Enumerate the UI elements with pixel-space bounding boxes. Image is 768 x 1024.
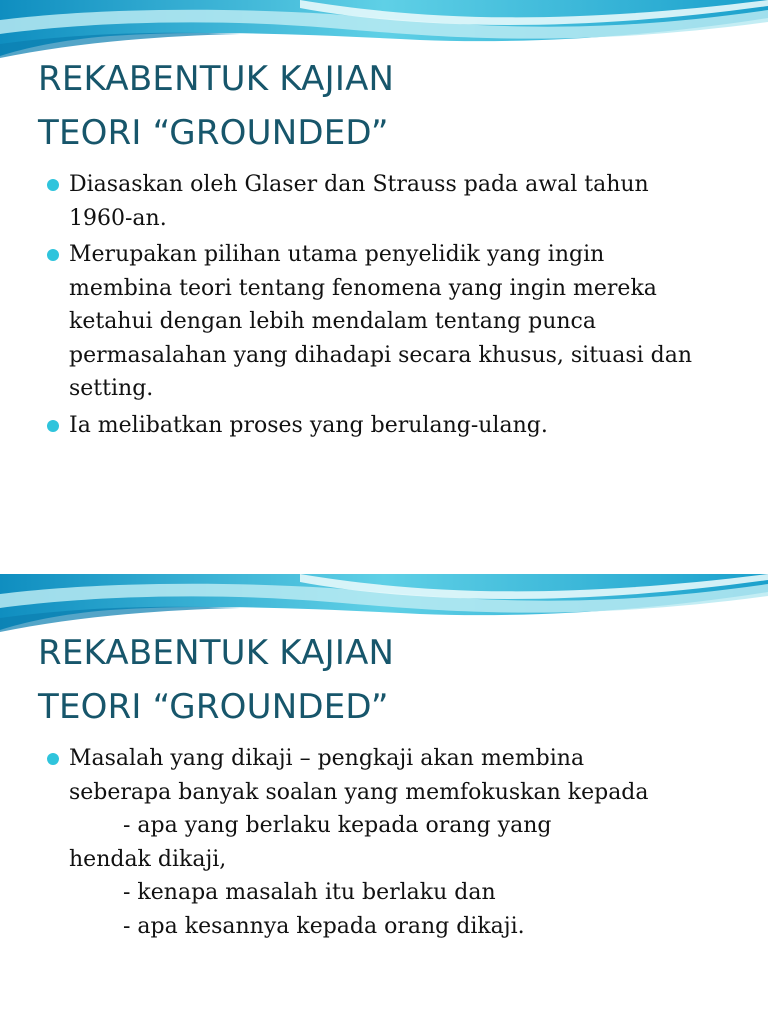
list-item-text: Diasaskan oleh Glaser dan Strauss pada awal tahun 1960-an. (69, 172, 649, 231)
bullet-list (0, 742, 709, 946)
bullet-icon (47, 249, 59, 261)
list-item-subpoint: - kenapa masalah itu berlaku dan (123, 880, 496, 905)
bullet-icon (47, 420, 59, 432)
bullet-icon (47, 753, 59, 765)
list-item-text: Merupakan pilihan utama penyelidik yang ingin membina teori tentang fenomena yang ingin mereka ketahui dengan lebih mendalam tentang punca permasalahan yang dihadapi secara khusus, situasi dan setting. (69, 242, 693, 401)
list-item (0, 409, 709, 443)
list-item-text: hendak dikaji, (69, 846, 227, 872)
slide-title-line-2: TEORI “GROUNDED” (38, 113, 389, 153)
list-item (0, 168, 709, 235)
list-item-subpoint: - apa kesannya kepada orang dikaji. (123, 913, 525, 939)
slide-title (38, 52, 394, 160)
slide-title-line-1: REKABENTUK KAJIAN (38, 59, 395, 99)
bullet-list (0, 168, 709, 445)
list-item-text: Masalah yang dikaji – pengkaji akan membina (69, 746, 585, 771)
list-item-text: seberapa banyak soalan yang memfokuskan kepada (69, 779, 649, 805)
slide-2 (0, 512, 768, 1024)
bullet-icon (47, 179, 59, 191)
slide-title-line-2: TEORI “GROUNDED” (38, 687, 389, 727)
list-item-subpoint: - apa yang berlaku kepada orang yang (123, 813, 552, 838)
slide-title (38, 626, 394, 734)
list-item-text: Ia melibatkan proses yang berulang-ulang. (69, 412, 548, 438)
slide-title-line-1: REKABENTUK KAJIAN (38, 633, 395, 673)
list-item (0, 238, 709, 406)
list-item (0, 742, 709, 943)
